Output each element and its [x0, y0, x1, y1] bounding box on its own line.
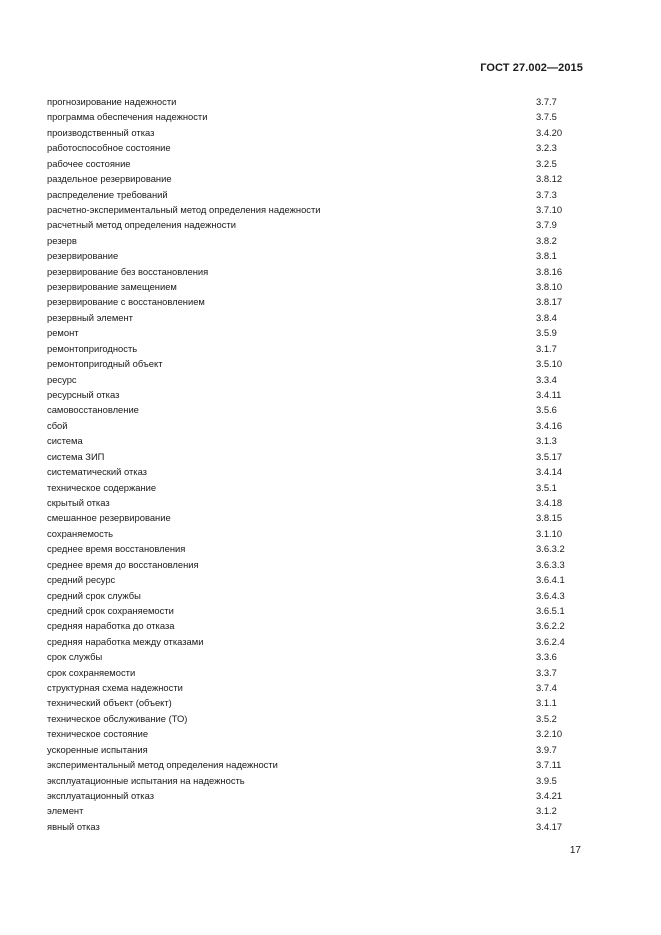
index-entry: [47, 618, 587, 633]
index-reference: 3.8.4: [536, 311, 557, 323]
index-entry: [47, 788, 587, 803]
index-entry: [47, 819, 587, 834]
index-entry: [47, 557, 587, 572]
index-term: резервирование: [47, 250, 119, 262]
index-term: рабочее состояние: [47, 157, 131, 169]
index-entry: [47, 217, 587, 232]
index-term: средний срок сохраняемости: [47, 604, 174, 616]
index-reference: 3.5.6: [536, 404, 557, 416]
index-reference: 3.4.20: [536, 126, 563, 138]
index-entry: [47, 94, 587, 109]
index-entry: [47, 356, 587, 371]
index-reference: 3.7.4: [536, 682, 557, 694]
index-term: сбой: [47, 419, 68, 431]
index-entry: [47, 711, 587, 726]
index-entry: [47, 202, 587, 217]
index-term: ресурс: [47, 373, 77, 385]
index-entry: [47, 387, 587, 402]
index-term: средняя наработка до отказа: [47, 620, 175, 632]
index-reference: 3.3.6: [536, 651, 557, 663]
index-term: среднее время восстановления: [47, 543, 186, 555]
index-reference: 3.4.21: [536, 789, 563, 801]
index-term: скрытый отказ: [47, 496, 110, 508]
index-entry: [47, 341, 587, 356]
index-reference: 3.7.11: [536, 759, 562, 771]
index-entry: [47, 402, 587, 417]
index-reference: 3.8.12: [536, 173, 563, 185]
index-term: сохраняемость: [47, 527, 114, 539]
index-entry: [47, 695, 587, 710]
index-term: ресурсный отказ: [47, 389, 120, 401]
index-term: элемент: [47, 805, 84, 817]
index-entry: [47, 125, 587, 140]
index-reference: 3.7.9: [536, 219, 557, 231]
index-term: резервирование с восстановлением: [47, 296, 205, 308]
document-id: ГОСТ 27.002—2015: [480, 62, 583, 74]
index-reference: 3.5.9: [536, 327, 557, 339]
index-entry: [47, 757, 587, 772]
index-entry: [47, 572, 587, 587]
index-entry: [47, 480, 587, 495]
index-reference: 3.2.10: [536, 728, 563, 740]
index-reference: 3.6.3.2: [536, 543, 565, 555]
index-reference: 3.1.7: [536, 342, 557, 354]
index-term: расчетный метод определения надежности: [47, 219, 236, 231]
index-reference: 3.1.2: [536, 805, 557, 817]
index-term: резерв: [47, 234, 77, 246]
index-entry: [47, 279, 587, 294]
index-term: структурная схема надежности: [47, 682, 183, 694]
index-term: техническое состояние: [47, 728, 149, 740]
index-reference: 3.8.1: [536, 250, 557, 262]
index-term: средний срок службы: [47, 589, 141, 601]
index-entry: [47, 526, 587, 541]
index-reference: 3.9.7: [536, 743, 557, 755]
index-reference: 3.1.3: [536, 435, 557, 447]
index-term: самовосстановление: [47, 404, 139, 416]
index-term: техническое содержание: [47, 481, 157, 493]
index-term: работоспособное состояние: [47, 142, 171, 154]
index-term: распределение требований: [47, 188, 168, 200]
index-reference: 3.1.10: [536, 527, 563, 539]
page-number: 17: [569, 845, 581, 856]
index-reference: 3.3.7: [536, 666, 557, 678]
index-reference: 3.2.3: [536, 142, 557, 154]
index-reference: 3.8.2: [536, 234, 557, 246]
index-reference: 3.6.4.1: [536, 574, 565, 586]
index-reference: 3.7.3: [536, 188, 557, 200]
index-entry: [47, 510, 587, 525]
index-reference: 3.6.2.4: [536, 635, 565, 647]
index-term: расчетно-экспериментальный метод определения надежности: [47, 203, 321, 215]
index-term: прогнозирование надежности: [47, 96, 177, 107]
index-reference: 3.4.18: [536, 496, 563, 508]
index-entry: [47, 803, 587, 818]
index-term: ремонтопригодность: [47, 342, 138, 354]
index-term: производственный отказ: [47, 126, 155, 138]
index-term: среднее время до восстановления: [47, 558, 199, 570]
index-entry: [47, 109, 587, 124]
index-term: эксплуатационный отказ: [47, 789, 154, 801]
index-term: явный отказ: [47, 820, 100, 832]
index-reference: 3.9.5: [536, 774, 557, 786]
index-entry: [47, 541, 587, 556]
index-entry: [47, 588, 587, 603]
index-term: резервный элемент: [47, 311, 133, 323]
index-entry: [47, 680, 587, 695]
index-entry: [47, 773, 587, 788]
index-term: эксплуатационные испытания на надежность: [47, 774, 245, 786]
index-reference: 3.4.16: [536, 419, 563, 431]
index-term: средняя наработка между отказами: [47, 635, 204, 647]
index-entry: [47, 140, 587, 155]
index-entry: [47, 372, 587, 387]
index-entry: [47, 495, 587, 510]
index-reference: 3.2.5: [536, 157, 557, 169]
index-reference: 3.4.14: [536, 466, 563, 478]
index-reference: 3.8.15: [536, 512, 563, 524]
index-reference: 3.8.16: [536, 265, 563, 277]
document-header: [480, 62, 583, 74]
index-entry: [47, 171, 587, 186]
index-reference: 3.8.10: [536, 281, 563, 293]
index-entry: [47, 418, 587, 433]
index-term: срок службы: [47, 651, 103, 663]
index-reference: 3.7.7: [536, 96, 557, 107]
index-term: технический объект (объект): [47, 697, 172, 709]
index-entry: [47, 187, 587, 202]
index-entry: [47, 310, 587, 325]
index-term: программа обеспечения надежности: [47, 111, 208, 123]
index-entry: [47, 464, 587, 479]
index-reference: 3.6.4.3: [536, 589, 565, 601]
index-reference: 3.5.17: [536, 450, 563, 462]
index-reference: 3.7.10: [536, 203, 563, 215]
index-term: система: [47, 435, 83, 447]
index-reference: 3.3.4: [536, 373, 557, 385]
index-entry: [47, 603, 587, 618]
index-reference: 3.6.2.2: [536, 620, 565, 632]
index-entry: [47, 649, 587, 664]
index-term: система ЗИП: [47, 450, 105, 462]
index-term: техническое обслуживание (ТО): [47, 712, 188, 724]
index-term: средний ресурс: [47, 574, 116, 586]
index-reference: 3.7.5: [536, 111, 557, 123]
index-reference: 3.4.17: [536, 820, 563, 832]
index-entry: [47, 248, 587, 263]
index-entry: [47, 264, 587, 279]
index-reference: 3.6.5.1: [536, 604, 565, 616]
index-reference: 3.4.11: [536, 389, 562, 401]
index-term: смешанное резервирование: [47, 512, 171, 524]
index-reference: 3.1.1: [536, 697, 557, 709]
index-term: ремонт: [47, 327, 79, 339]
term-index-list: [47, 94, 587, 834]
index-reference: 3.5.2: [536, 712, 557, 724]
index-entry: [47, 634, 587, 649]
index-term: экспериментальный метод определения надежности: [47, 759, 278, 771]
index-reference: 3.8.17: [536, 296, 563, 308]
index-entry: [47, 665, 587, 680]
index-term: раздельное резервирование: [47, 173, 172, 185]
index-term: ремонтопригодный объект: [47, 358, 163, 370]
index-reference: 3.6.3.3: [536, 558, 565, 570]
index-entry: [47, 294, 587, 309]
index-reference: 3.5.10: [536, 358, 563, 370]
index-term: резервирование замещением: [47, 281, 177, 293]
index-entry: [47, 742, 587, 757]
index-term: ускоренные испытания: [47, 743, 148, 755]
index-entry: [47, 233, 587, 248]
index-term: резервирование без восстановления: [47, 265, 209, 277]
index-entry: [47, 726, 587, 741]
index-entry: [47, 156, 587, 171]
index-entry: [47, 325, 587, 340]
index-entry: [47, 449, 587, 464]
index-reference: 3.5.1: [536, 481, 557, 493]
index-term: срок сохраняемости: [47, 666, 136, 678]
index-term: систематический отказ: [47, 466, 147, 478]
index-entry: [47, 433, 587, 448]
